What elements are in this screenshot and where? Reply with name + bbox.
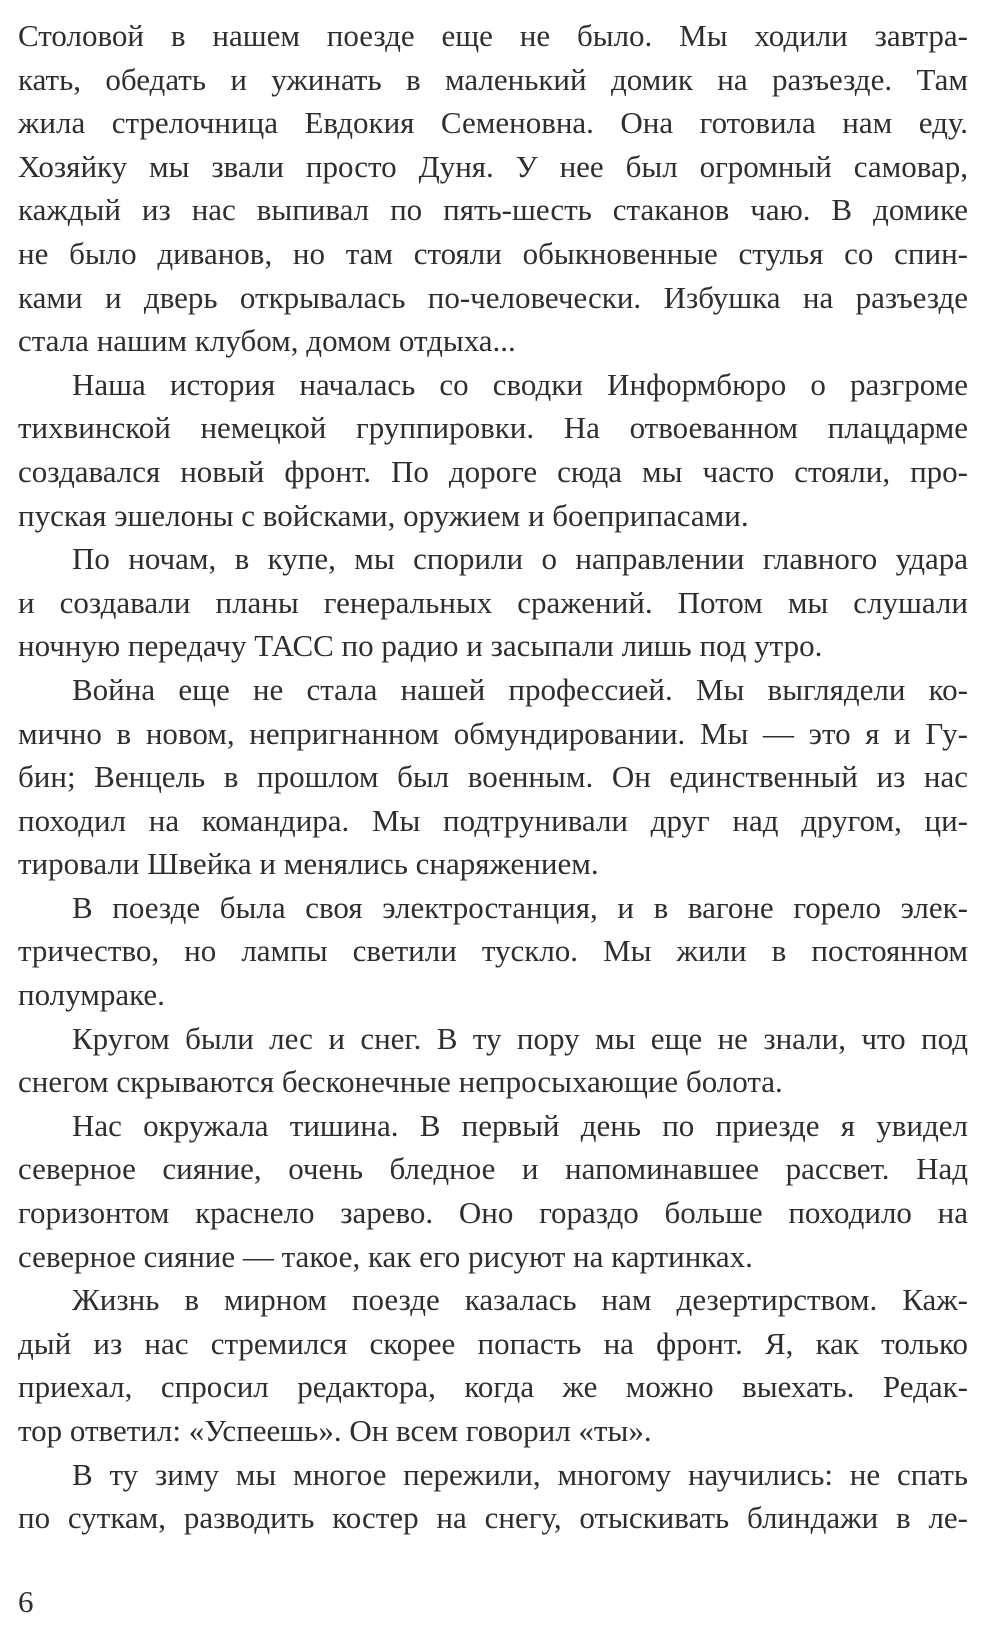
text-line: Нас окружала тишина. В первый день по приезде я увидел — [72, 1107, 968, 1143]
text-line: не было диванов, но там стояли обыкновенные стулья со спин- — [18, 235, 968, 271]
text-line: стала нашим клубом, домом отдыха... — [18, 323, 516, 359]
text-line: мично в новом, непригнанном обмундировании. Мы — это я и Гу- — [18, 715, 968, 751]
text-line: северное сияние, очень бледное и напоминавшее рассвет. Над — [18, 1151, 968, 1187]
text-line: полумраке. — [18, 977, 165, 1013]
text-line: Война еще не стала нашей профессией. Мы выглядели ко- — [72, 671, 968, 707]
text-line: пуская эшелоны с войсками, оружием и боеприпасами. — [18, 497, 749, 533]
text-line: тировали Швейка и менялись снаряжением. — [18, 846, 599, 882]
text-line: тричество, но лампы светили тускло. Мы жили в постоянном — [18, 933, 968, 969]
text-line: кать, обедать и ужинать в маленький домик на разъезде. Там — [18, 61, 968, 97]
text-line: и создавали планы генеральных сражений. Потом мы слушали — [18, 584, 968, 620]
text-line: горизонтом краснело зарево. Оно гораздо больше походило на — [18, 1195, 968, 1231]
text-line: тихвинской немецкой группировки. На отвоеванном плацдарме — [18, 410, 968, 446]
text-line: каждый из нас выпивал по пять-шесть стаканов чаю. В домике — [18, 192, 968, 228]
text-line: походил на командира. Мы подтрунивали друг над другом, ци- — [18, 802, 968, 838]
text-line: По ночам, в купе, мы спорили о направлении главного удара — [72, 541, 968, 577]
text-line: В ту зиму мы многое пережили, многому научились: не спать — [72, 1456, 968, 1492]
text-line: приехал, спросил редактора, когда же можно выехать. Редак- — [18, 1369, 968, 1405]
text-line: снегом скрываются бесконечные непросыхающие болота. — [18, 1064, 783, 1100]
text-line: жила стрелочница Евдокия Семеновна. Она готовила нам еду. — [18, 105, 968, 141]
text-line: бин; Венцель в прошлом был военным. Он единственный из нас — [18, 759, 968, 795]
text-line: В поезде была своя электростанция, и в вагоне горело элек- — [72, 889, 968, 925]
text-line: Хозяйку мы звали просто Дуня. У нее был огромный самовар, — [18, 148, 968, 184]
text-line: по суткам, разводить костер на снегу, отыскивать блиндажи в ле- — [18, 1500, 968, 1536]
text-line: ночную передачу ТАСС по радио и засыпали лишь под утро. — [18, 628, 823, 664]
text-line: Жизнь в мирном поезде казалась нам дезертирством. Каж- — [72, 1282, 968, 1318]
text-line: тор ответил: «Успеешь». Он всем говорил «ты». — [18, 1413, 652, 1448]
text-line: ками и дверь открывалась по-человечески. Избушка на разъезде — [18, 279, 968, 315]
text-line: дый из нас стремился скорее попасть на фронт. Я, как только — [18, 1325, 968, 1361]
body-text — [18, 14, 968, 1540]
text-line: Кругом были лес и снег. В ту пору мы еще не знали, что под — [72, 1020, 968, 1056]
text-line: Столовой в нашем поезде еще не было. Мы ходили завтра- — [18, 18, 968, 53]
text-line: создавался новый фронт. По дороге сюда мы часто стояли, про- — [18, 453, 968, 489]
text-line: Наша история началась со сводки Информбюро о разгроме — [72, 366, 968, 402]
page-number: 6 — [18, 1584, 34, 1619]
text-line: северное сияние — такое, как его рисуют на картинках. — [18, 1238, 753, 1274]
